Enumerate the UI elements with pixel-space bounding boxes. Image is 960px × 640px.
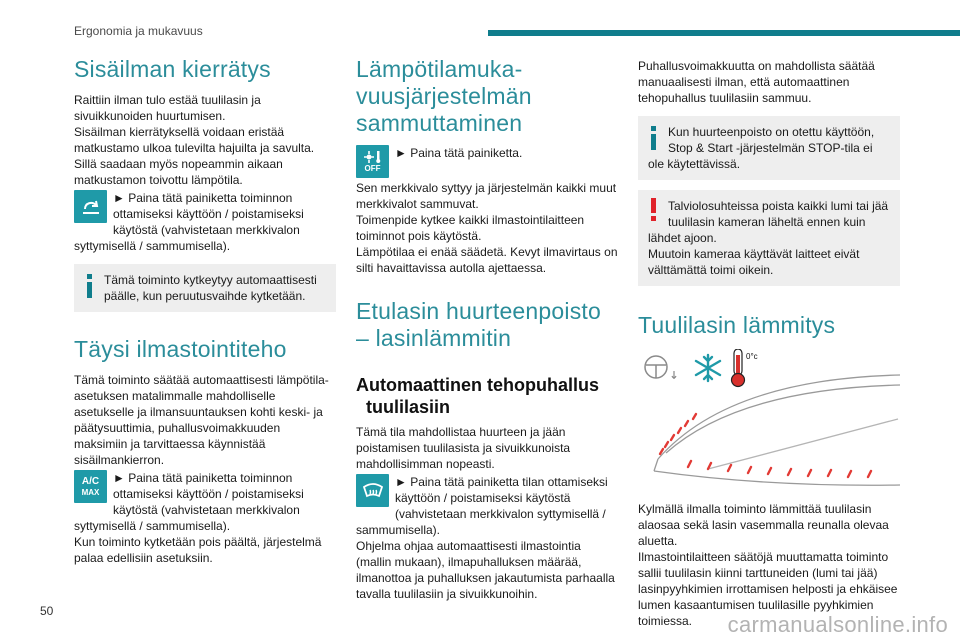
subsection-title-visibility (356, 374, 618, 418)
section-title-recirculation: Sisäilman kierrätys (74, 56, 271, 82)
title-line: sammuttaminen (356, 110, 523, 136)
info-icon (648, 124, 660, 150)
info-note-text: Tämä toiminto kytkeytyy automaattisesti päälle, kun peruutusvaihde kytketään. (104, 273, 317, 303)
header-accent-bar (488, 30, 960, 36)
ac-label: A/C (81, 475, 100, 487)
heating-elements (660, 414, 871, 477)
paragraph: Sisäilman kierrätyksellä voidaan eristää matkustamo ulkoa tulevilta hajuilta ja savulta. (74, 125, 315, 155)
instruction-step: ► Paina tätä painiketta. (395, 146, 523, 160)
paragraph: Ilmastointilaitteen säätöjä muuttamatta toiminto sallii tuulilasin kiinni tarttuneiden (lumi tai jää) lasinpyyhkimien irrottamisen helposti ja ehkäisee lumen kasaantumisen tuulilasille pyyhkimien toimiessa. (638, 550, 898, 628)
paragraph: Sen merkkivalo syttyy ja järjestelmän kaikki muut merkkivalot sammuvat. (356, 181, 617, 211)
info-note (74, 264, 336, 312)
instruction-step: ► Paina tätä painiketta toiminnon ottamiseksi käyttöön / poistamiseksi käytöstä (vahvistetaan merkkivalon syttymisellä / sammumisella). (74, 191, 304, 253)
section-title-windscreen-demist (356, 298, 618, 352)
warning-note-text: Talviolosuhteissa poista kaikki lumi tai jää tuulilasin kameran läheltä ennen kuin lähdet ajoon. (648, 199, 889, 245)
title-line: Etulasin huurteenpoisto (356, 298, 601, 324)
column-1 (74, 52, 336, 566)
paragraph: Kylmällä ilmalla toiminto lämmittää tuulilasin alaosaa sekä lasin vasemmalla reunalla olevaa aluetta. (638, 502, 889, 548)
instruction-step: ► Paina tätä painiketta toiminnon ottamiseksi käyttöön / poistamiseksi käytöstä (vahvistetaan merkkivalon syttymisellä / sammumisella). (74, 471, 304, 533)
title-line: tuulilasiin (366, 397, 451, 417)
climate-off-button-icon (356, 145, 389, 178)
paragraph: Lämpötilaa ei enää säädetä. Kevyt ilmavirtaus on silti havaittavissa autolla ajettaessa. (356, 245, 618, 275)
temperature-label: 0°c (746, 352, 758, 361)
paragraph: Raittiin ilman tulo estää tuulilasin ja sivuikkunoiden huurtumisen. (74, 93, 261, 123)
windscreen-heating-illustration (638, 349, 900, 487)
section-title-max-ac: Täysi ilmastointiteho (74, 336, 287, 362)
info-note (638, 116, 900, 180)
column-2 (356, 52, 618, 602)
paragraph: Sillä saadaan myös nopeammin aikaan matkustamon toivottu lämpötila. (74, 157, 283, 187)
instruction-step: ► Paina tätä painiketta tilan ottamiseksi käyttöön / poistamiseksi käytöstä (vahvistetaan merkkivalon syttymisellä / sammumisella). (356, 475, 608, 537)
paragraph: Ohjelma ohjaa automaattisesti ilmastointia (mallin mukaan), ilmapuhalluksen määrää, ilmanottoa ja puhalluksen jakautumista parhaalla tavalla tuulilasiin ja sivuikkunoihin. (356, 539, 615, 601)
info-note-text: Kun huurteenpoisto on otettu käyttöön, Stop & Start -järjestelmän STOP-tila ei ole käytettävissä. (648, 125, 875, 171)
snowflake-icon (696, 355, 720, 381)
warning-note (638, 190, 900, 286)
warning-note-text: Muutoin kameraa käyttävät laitteet eivät välttämättä toimi oikein. (648, 247, 860, 277)
off-label: OFF (364, 164, 381, 173)
title-line: – lasinlämmitin (356, 325, 512, 351)
watermark: carmanualsonline.info (727, 612, 948, 637)
info-icon (84, 272, 96, 298)
windscreen-outline (654, 375, 900, 485)
paragraph: Tämä tila mahdollistaa huurteen ja jään poistamisen tuulilasista ja sivuikkunoista mahdollisimman nopeasti. (356, 425, 571, 471)
title-line: Automaattinen tehopuhallus (356, 375, 599, 395)
thermometer-icon (732, 349, 758, 387)
ac-max-button-icon (74, 470, 107, 503)
column-3 (638, 52, 900, 629)
paragraph: Puhallusvoimakkuutta on mahdollista säätää manuaalisesti ilman, että automaattinen tehopuhallus tuulilasiin sammuu. (638, 59, 875, 105)
steering-wheel-icon (645, 356, 676, 379)
windscreen-demist-button-icon (356, 474, 389, 507)
running-header: Ergonomia ja mukavuus (74, 24, 203, 38)
section-title-climate-off (356, 56, 618, 137)
title-line: Lämpötilamuka- (356, 56, 523, 82)
page-number: 50 (40, 604, 54, 618)
title-line: vuusjärjestelmän (356, 83, 532, 109)
paragraph: Kun toiminto kytketään pois päältä, järjestelmä palaa edellisiin asetuksiin. (74, 535, 322, 565)
warning-icon (648, 198, 660, 224)
recirculation-button-icon (74, 190, 107, 223)
section-title-windscreen-heating: Tuulilasin lämmitys (638, 312, 836, 338)
paragraph: Tämä toiminto säätää automaattisesti lämpötila-asetuksen matalimmalle mahdolliselle asetukselle ja ilmansuuntauksen kohti keski- ja päätysuuttimia, puhallusvoimakkuuden maksimiin ja tarvittaessa käynnistää sisäilmankierron. (74, 373, 329, 467)
paragraph: Toimenpide kytkee kaikki ilmastointilaitteen toiminnot pois käytöstä. (356, 213, 585, 243)
max-label: MAX (81, 487, 100, 497)
